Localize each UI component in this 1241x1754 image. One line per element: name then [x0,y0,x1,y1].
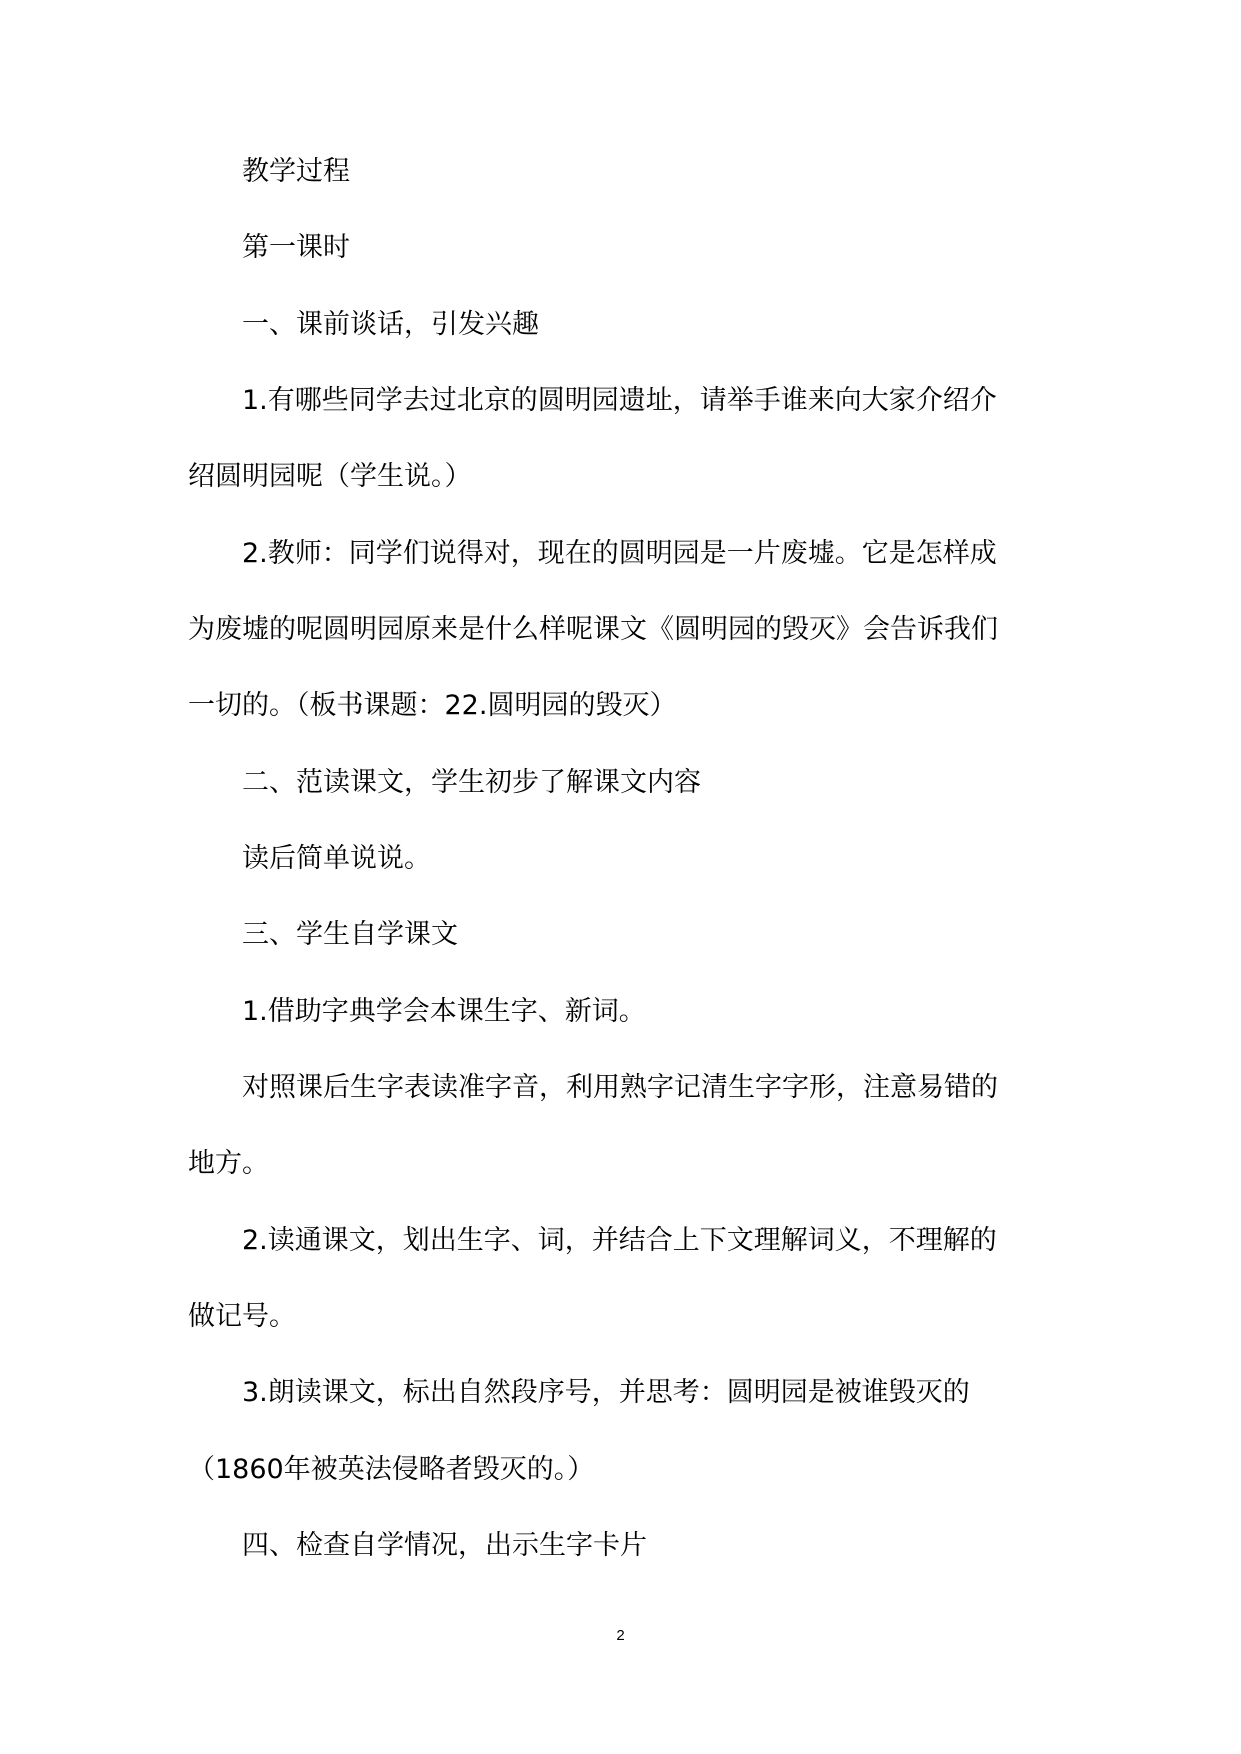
paragraph-line: 做记号。 [188,1301,296,1332]
paragraph-line: 2.教师：同学们说得对，现在的圆明园是一片废墟。它是怎样成 [188,538,997,569]
paragraph-line: 3.朗读课文，标出自然段序号，并思考：圆明园是被谁毁灭的 [188,1377,970,1408]
lesson-period-heading: 第一课时 [188,232,350,263]
paragraph-line: 1.借助字典学会本课生字、新词。 [188,996,646,1027]
step-two-heading: 二、范读课文，学生初步了解课文内容 [188,767,701,798]
page-number: 2 [616,1627,625,1644]
paragraph-line: 地方。 [188,1148,269,1179]
section-heading-teaching-process: 教学过程 [188,156,350,187]
paragraph-line: 1.有哪些同学去过北京的圆明园遗址，请举手谁来向大家介绍介 [188,385,997,416]
step-four-heading: 四、检查自学情况，出示生字卡片 [188,1530,647,1561]
paragraph-line: 对照课后生字表读准字音，利用熟字记清生字字形，注意易错的 [188,1072,998,1103]
paragraph-line: 2.读通课文，划出生字、词，并结合上下文理解词义，不理解的 [188,1225,997,1256]
paragraph-line: 读后简单说说。 [188,843,431,874]
paragraph-line: 一切的。（板书课题：22.圆明园的毁灭） [188,690,677,721]
paragraph-line: 为废墟的呢圆明园原来是什么样呢课文《圆明园的毁灭》会告诉我们 [188,614,998,645]
step-one-heading: 一、课前谈话，引发兴趣 [188,309,539,340]
paragraph-line: （1860年被英法侵略者毁灭的。） [188,1454,595,1485]
paragraph-line: 绍圆明园呢（学生说。） [188,461,472,492]
step-three-heading: 三、学生自学课文 [188,919,458,950]
